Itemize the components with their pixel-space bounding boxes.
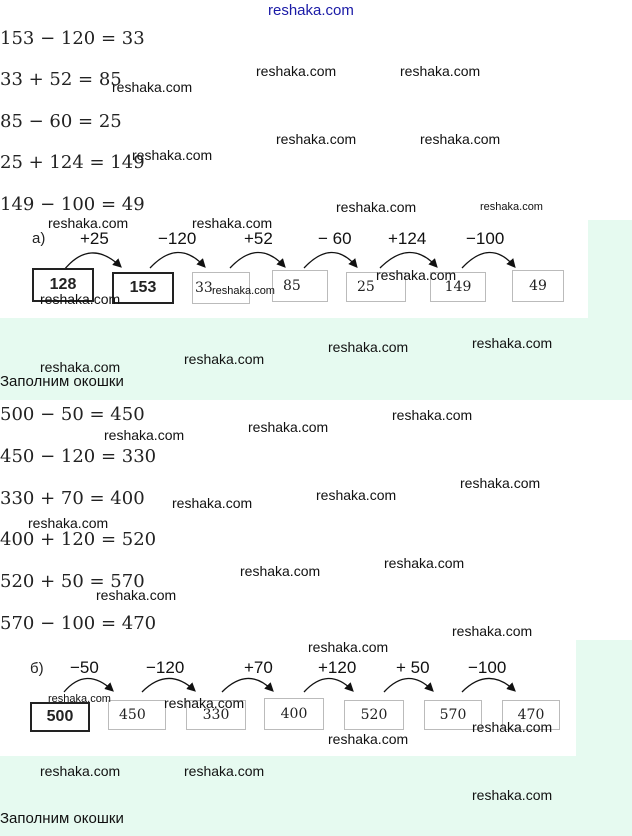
watermark-link[interactable]: reshaka.com [212,285,275,297]
watermark-link[interactable]: reshaka.com [472,787,553,803]
arrow [150,252,204,268]
answer-box[interactable]: 49 [512,270,564,302]
arrow [64,678,112,692]
answer-box[interactable]: 450 [108,700,166,730]
watermark-link[interactable]: reshaka.com [328,731,409,747]
watermark-link[interactable]: reshaka.com [420,131,501,147]
watermark-link[interactable]: reshaka.com [248,419,329,435]
watermark-link[interactable]: reshaka.com [308,639,389,655]
watermark-link[interactable]: reshaka.com [48,693,111,705]
watermark-link[interactable]: reshaka.com [96,587,177,603]
watermark-link[interactable]: reshaka.com [472,719,553,735]
answer-box[interactable]: 570 [424,700,482,730]
arrow [380,252,436,268]
header-watermark[interactable]: reshaka.com [268,2,354,19]
watermark-link[interactable]: reshaka.com [240,563,321,579]
operation-label: −100 [468,658,507,677]
answer-box[interactable]: 128 [32,268,94,302]
answer-box[interactable]: 85 [272,270,328,302]
operation-label: −100 [466,229,505,248]
operation-label: +124 [388,229,427,248]
watermark-link[interactable]: reshaka.com [392,407,473,423]
equation: 153 − 120 = 33 [0,28,145,49]
answer-box[interactable]: 33 [192,272,250,304]
watermark-link[interactable]: reshaka.com [452,623,533,639]
operation-label: −50 [70,658,99,677]
section2-caption: Заполним окошки [0,810,124,827]
watermark-link[interactable]: reshaka.com [184,763,265,779]
operation-label: +70 [244,658,273,677]
watermark-link[interactable]: reshaka.com [472,335,553,351]
operation-label: +52 [244,229,273,248]
answer-box[interactable]: 470 [502,700,560,730]
operation-label: +120 [318,658,357,677]
arrow [462,252,514,268]
watermark-link[interactable]: reshaka.com [256,63,337,79]
watermark-link[interactable]: reshaka.com [132,147,213,163]
equation: 400 + 120 = 520 [0,529,157,550]
equation: 149 − 100 = 49 [0,194,145,215]
watermark-link[interactable]: reshaka.com [460,475,541,491]
operation-label: −120 [158,229,197,248]
watermark-link[interactable]: reshaka.com [112,79,193,95]
operation-label: +25 [80,229,109,248]
arrow [230,252,284,268]
watermark-link[interactable]: reshaka.com [276,131,357,147]
watermark-link[interactable]: reshaka.com [192,215,273,231]
exercise-label-b: б) [30,660,44,677]
equation: 25 + 124 = 149 [0,152,145,173]
watermark-link[interactable]: reshaka.com [336,199,417,215]
watermark-link[interactable]: reshaka.com [400,63,481,79]
watermark-link[interactable]: reshaka.com [316,487,397,503]
operation-label: + 50 [396,658,430,677]
watermark-link[interactable]: reshaka.com [172,495,253,511]
watermark-link[interactable]: reshaka.com [104,427,185,443]
watermark-link[interactable]: reshaka.com [184,351,265,367]
equation: 85 − 60 = 25 [0,111,122,132]
answer-box[interactable]: 330 [186,700,246,730]
arrow [222,678,272,692]
section1-caption: Заполним окошки [0,373,124,390]
watermark-link[interactable]: reshaka.com [40,291,121,307]
equation: 450 − 120 = 330 [0,446,157,467]
arrow [384,678,432,692]
equation: 33 + 52 = 85 [0,69,122,90]
watermark-link[interactable]: reshaka.com [48,215,129,231]
watermark-link[interactable]: reshaka.com [28,515,109,531]
exercise-label-a: а) [32,230,46,247]
answer-box[interactable]: 149 [430,272,486,302]
answer-box[interactable]: 500 [30,702,90,732]
arrow [462,678,514,692]
answer-box[interactable]: 400 [264,698,324,730]
watermark-link[interactable]: reshaka.com [164,695,245,711]
watermark-link[interactable]: reshaka.com [376,267,457,283]
equation: 520 + 50 = 570 [0,571,145,592]
arrow [142,678,194,692]
watermark-link[interactable]: reshaka.com [40,359,121,375]
watermark-link[interactable]: reshaka.com [40,763,121,779]
watermark-link[interactable]: reshaka.com [384,555,465,571]
answer-box[interactable]: 25 [346,272,406,302]
arrow [304,678,352,692]
answer-box[interactable]: 153 [112,272,174,304]
operation-label: − 60 [318,229,352,248]
equation: 570 − 100 = 470 [0,613,157,634]
watermark-link[interactable]: reshaka.com [480,201,543,213]
arrow [304,252,356,268]
equation: 500 − 50 = 450 [0,404,145,425]
operation-label: −120 [146,658,185,677]
answer-box[interactable]: 520 [344,700,404,730]
watermark-link[interactable]: reshaka.com [328,339,409,355]
equation: 330 + 70 = 400 [0,488,145,509]
